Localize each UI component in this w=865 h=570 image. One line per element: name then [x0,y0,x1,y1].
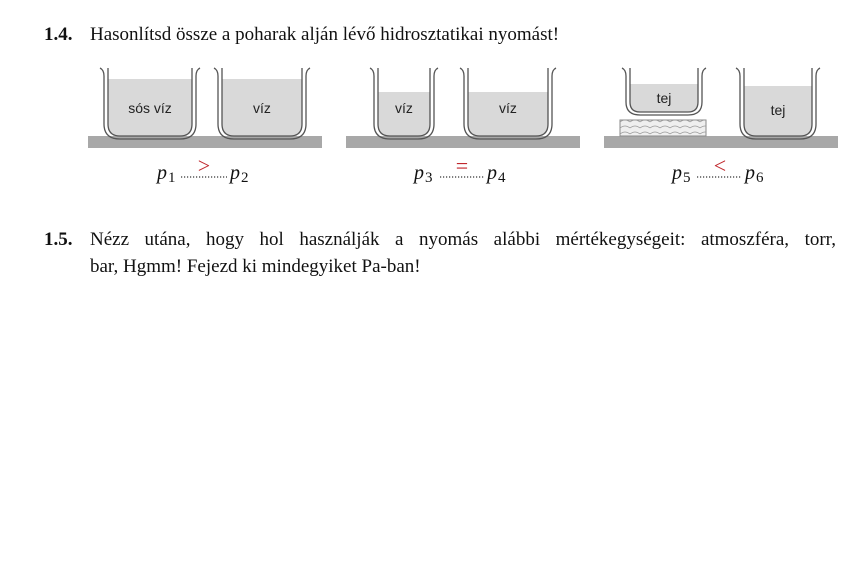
wood-grain [620,120,706,136]
pressure-symbol: p [157,162,167,184]
cup-label: víz [395,100,413,116]
cup-4 [460,68,556,139]
shelf [604,136,838,148]
cup-label: víz [253,100,271,116]
cup-1 [100,68,200,139]
pressure-comparison-3 [670,153,764,186]
cup-label: tej [656,90,672,106]
shelf [88,136,322,148]
cup-group-1 [88,68,322,186]
relation-sign: < [713,153,727,178]
pressure-subscript: 6 [756,170,764,186]
pressure-symbol: p [672,162,682,184]
cup-2 [214,68,310,139]
pressure-subscript: 2 [241,170,249,186]
problem-number: 1.4. [44,24,73,45]
problem-text-line-1: Nézz utána, hogy hol használják a nyomás alábbi mértékegységeit: atmoszféra, torr, [90,229,836,250]
cup-group-2 [346,68,580,186]
problem-text [90,226,836,280]
pressure-subscript: 5 [683,170,691,186]
pressure-subscript: 3 [425,170,433,186]
cup-6 [736,68,820,139]
relation-sign: > [197,153,211,178]
cup-label: sós víz [128,100,172,116]
pressure-comparison-1 [155,153,249,186]
pressure-subscript: 1 [168,170,176,186]
cup-5 [622,68,706,115]
pressure-symbol: p [230,162,240,184]
pressure-comparison-2 [412,153,506,186]
cup-label: víz [499,100,517,116]
cup-group-3 [604,68,838,186]
pressure-symbol: p [487,162,497,184]
pressure-subscript: 4 [498,170,506,186]
cup-3 [370,68,438,139]
pressure-symbol: p [745,162,755,184]
pressure-symbol: p [414,162,424,184]
relation-sign: = [455,153,469,178]
problem-1-5 [44,226,844,286]
problem-text-line-2: bar, Hgmm! Fejezd ki mindegyiket Pa-ban! [90,256,421,277]
cups-figure [0,58,865,193]
problem-number: 1.5. [44,229,73,250]
cup-label: tej [770,102,786,118]
problem-text: Hasonlítsd össze a poharak alján lévő hidrosztatikai nyomást! [90,24,560,45]
problem-1-4 [44,21,844,51]
